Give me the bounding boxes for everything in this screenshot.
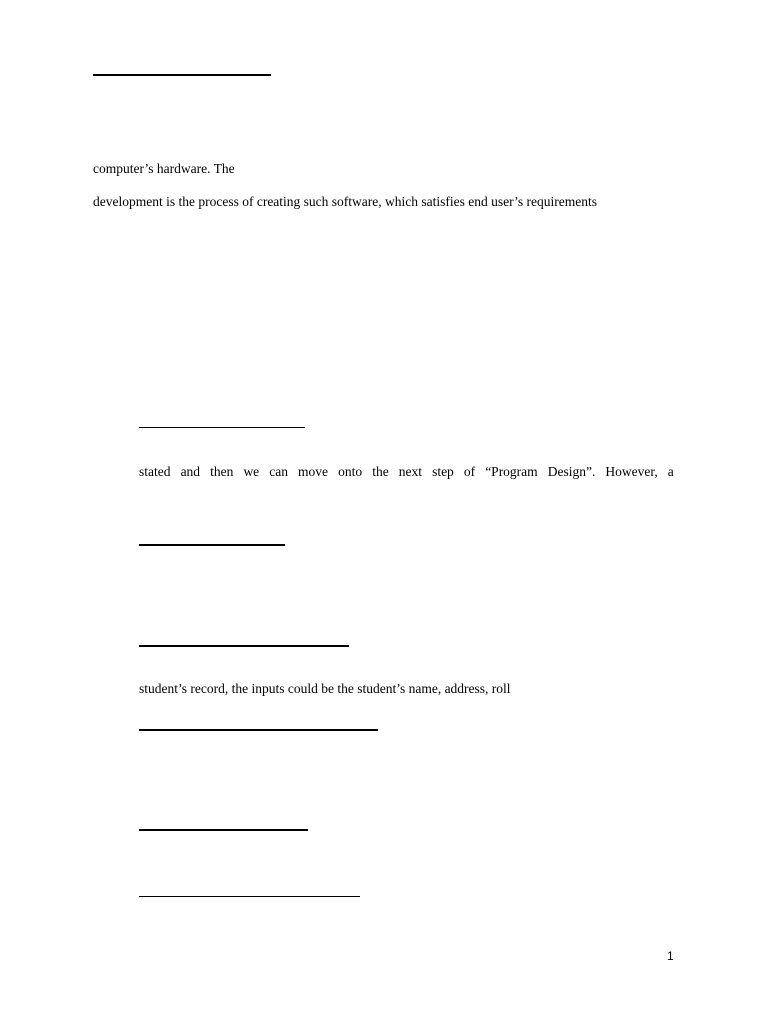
justified-word: the <box>372 464 389 479</box>
justified-word: can <box>269 464 288 479</box>
justified-word: of <box>463 464 476 479</box>
justified-word: a <box>667 464 674 479</box>
heading-underline-1 <box>93 74 271 76</box>
heading-underline-6 <box>139 829 308 831</box>
justified-word: step <box>432 464 454 479</box>
justified-word: stated <box>139 464 171 479</box>
heading-underline-7 <box>139 896 360 897</box>
body-text-line-1: computer’s hardware. The <box>93 161 235 176</box>
justified-word: and <box>180 464 201 479</box>
heading-underline-5 <box>139 729 378 731</box>
heading-underline-4 <box>139 645 349 647</box>
justified-word: we <box>243 464 260 479</box>
justified-word: onto <box>338 464 363 479</box>
body-text-line-4: student’s record, the inputs could be the student’s name, address, roll <box>139 681 511 696</box>
heading-underline-2 <box>139 427 305 428</box>
justified-word: However, <box>605 464 658 479</box>
heading-underline-3 <box>139 544 285 546</box>
justified-word: then <box>210 464 234 479</box>
justified-word: move <box>298 464 329 479</box>
body-text-line-2: development is the process of creating such software, which satisfies end user’s requirements <box>93 194 597 209</box>
justified-word: Design”. <box>547 464 596 479</box>
justified-word: “Program <box>485 464 538 479</box>
justified-word: next <box>398 464 422 479</box>
page-number: 1 <box>667 949 674 963</box>
body-text-line-3 <box>139 464 674 480</box>
